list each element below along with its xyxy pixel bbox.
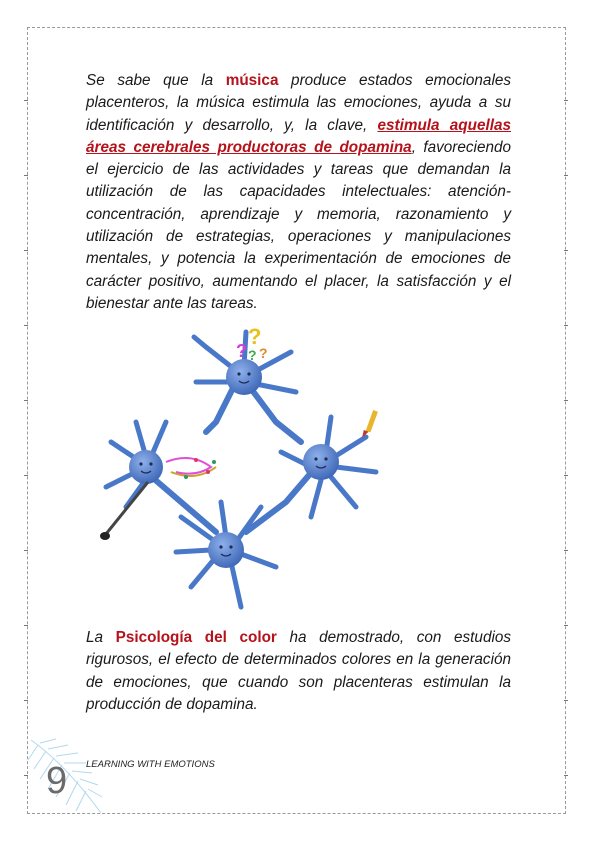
margin-tick <box>564 250 568 251</box>
highlight-dopamina: estimula aquellas áreas cerebrales productoras de dopamina <box>86 116 512 156</box>
paragraph-music <box>86 70 511 315</box>
margin-tick <box>564 400 568 401</box>
margin-tick <box>24 700 28 701</box>
margin-tick <box>564 700 568 701</box>
highlight-musica: música <box>225 72 279 89</box>
margin-tick <box>564 625 568 626</box>
neuron-body <box>129 450 163 484</box>
margin-tick <box>24 475 28 476</box>
paragraph-color <box>86 627 511 716</box>
margin-tick <box>24 100 28 101</box>
page-number: 9 <box>46 760 68 802</box>
margin-tick <box>24 775 28 776</box>
question-mark: ? <box>236 341 247 361</box>
margin-tick <box>564 100 568 101</box>
margin-tick <box>564 175 568 176</box>
margin-tick <box>24 325 28 326</box>
footer-title: LEARNING WITH EMOTIONS <box>86 759 215 770</box>
margin-tick <box>564 475 568 476</box>
neuron-body <box>303 444 339 480</box>
neuron-body <box>226 359 262 395</box>
text-span: produce estados emocionales placenteros, la música estimula las emociones, ayuda a su identificación y desarrollo, y, la clave, <box>86 72 511 134</box>
text-span: Se sabe que la <box>86 72 226 89</box>
text-span: ha demostrado, con estudios rigurosos, el efecto de determinados colores en la generación de emociones, que cuando son placenteras estimulan la producción de dopamina. <box>86 629 512 713</box>
question-mark: ? <box>248 324 262 349</box>
microphone-icon <box>100 482 148 540</box>
margin-tick <box>564 325 568 326</box>
neurons-illustration <box>96 322 396 622</box>
margin-tick <box>24 175 28 176</box>
highlight-psicologia-color: Psicología del color <box>115 629 277 646</box>
margin-tick <box>564 775 568 776</box>
question-mark: ? <box>259 345 268 361</box>
margin-tick <box>24 550 28 551</box>
neuron-body <box>208 532 244 568</box>
pencil-icon <box>361 410 378 439</box>
question-mark: ? <box>248 347 257 363</box>
margin-tick <box>24 400 28 401</box>
text-span: , favoreciendo el ejercicio de las actividades y tareas que demandan la utilización de las capacidades intelectuales: atención-concentración, aprendizaje y memoria, razonamiento y utilización de estrategias, operaciones y manipulaciones mentales, y potencia la experimentación de emociones de carácter positivo, aumentando el placer, la satisfacción y el bienestar ante las tareas. <box>86 138 511 312</box>
text-span: La <box>86 629 116 646</box>
margin-tick <box>24 250 28 251</box>
margin-tick <box>24 625 28 626</box>
margin-tick <box>564 550 568 551</box>
